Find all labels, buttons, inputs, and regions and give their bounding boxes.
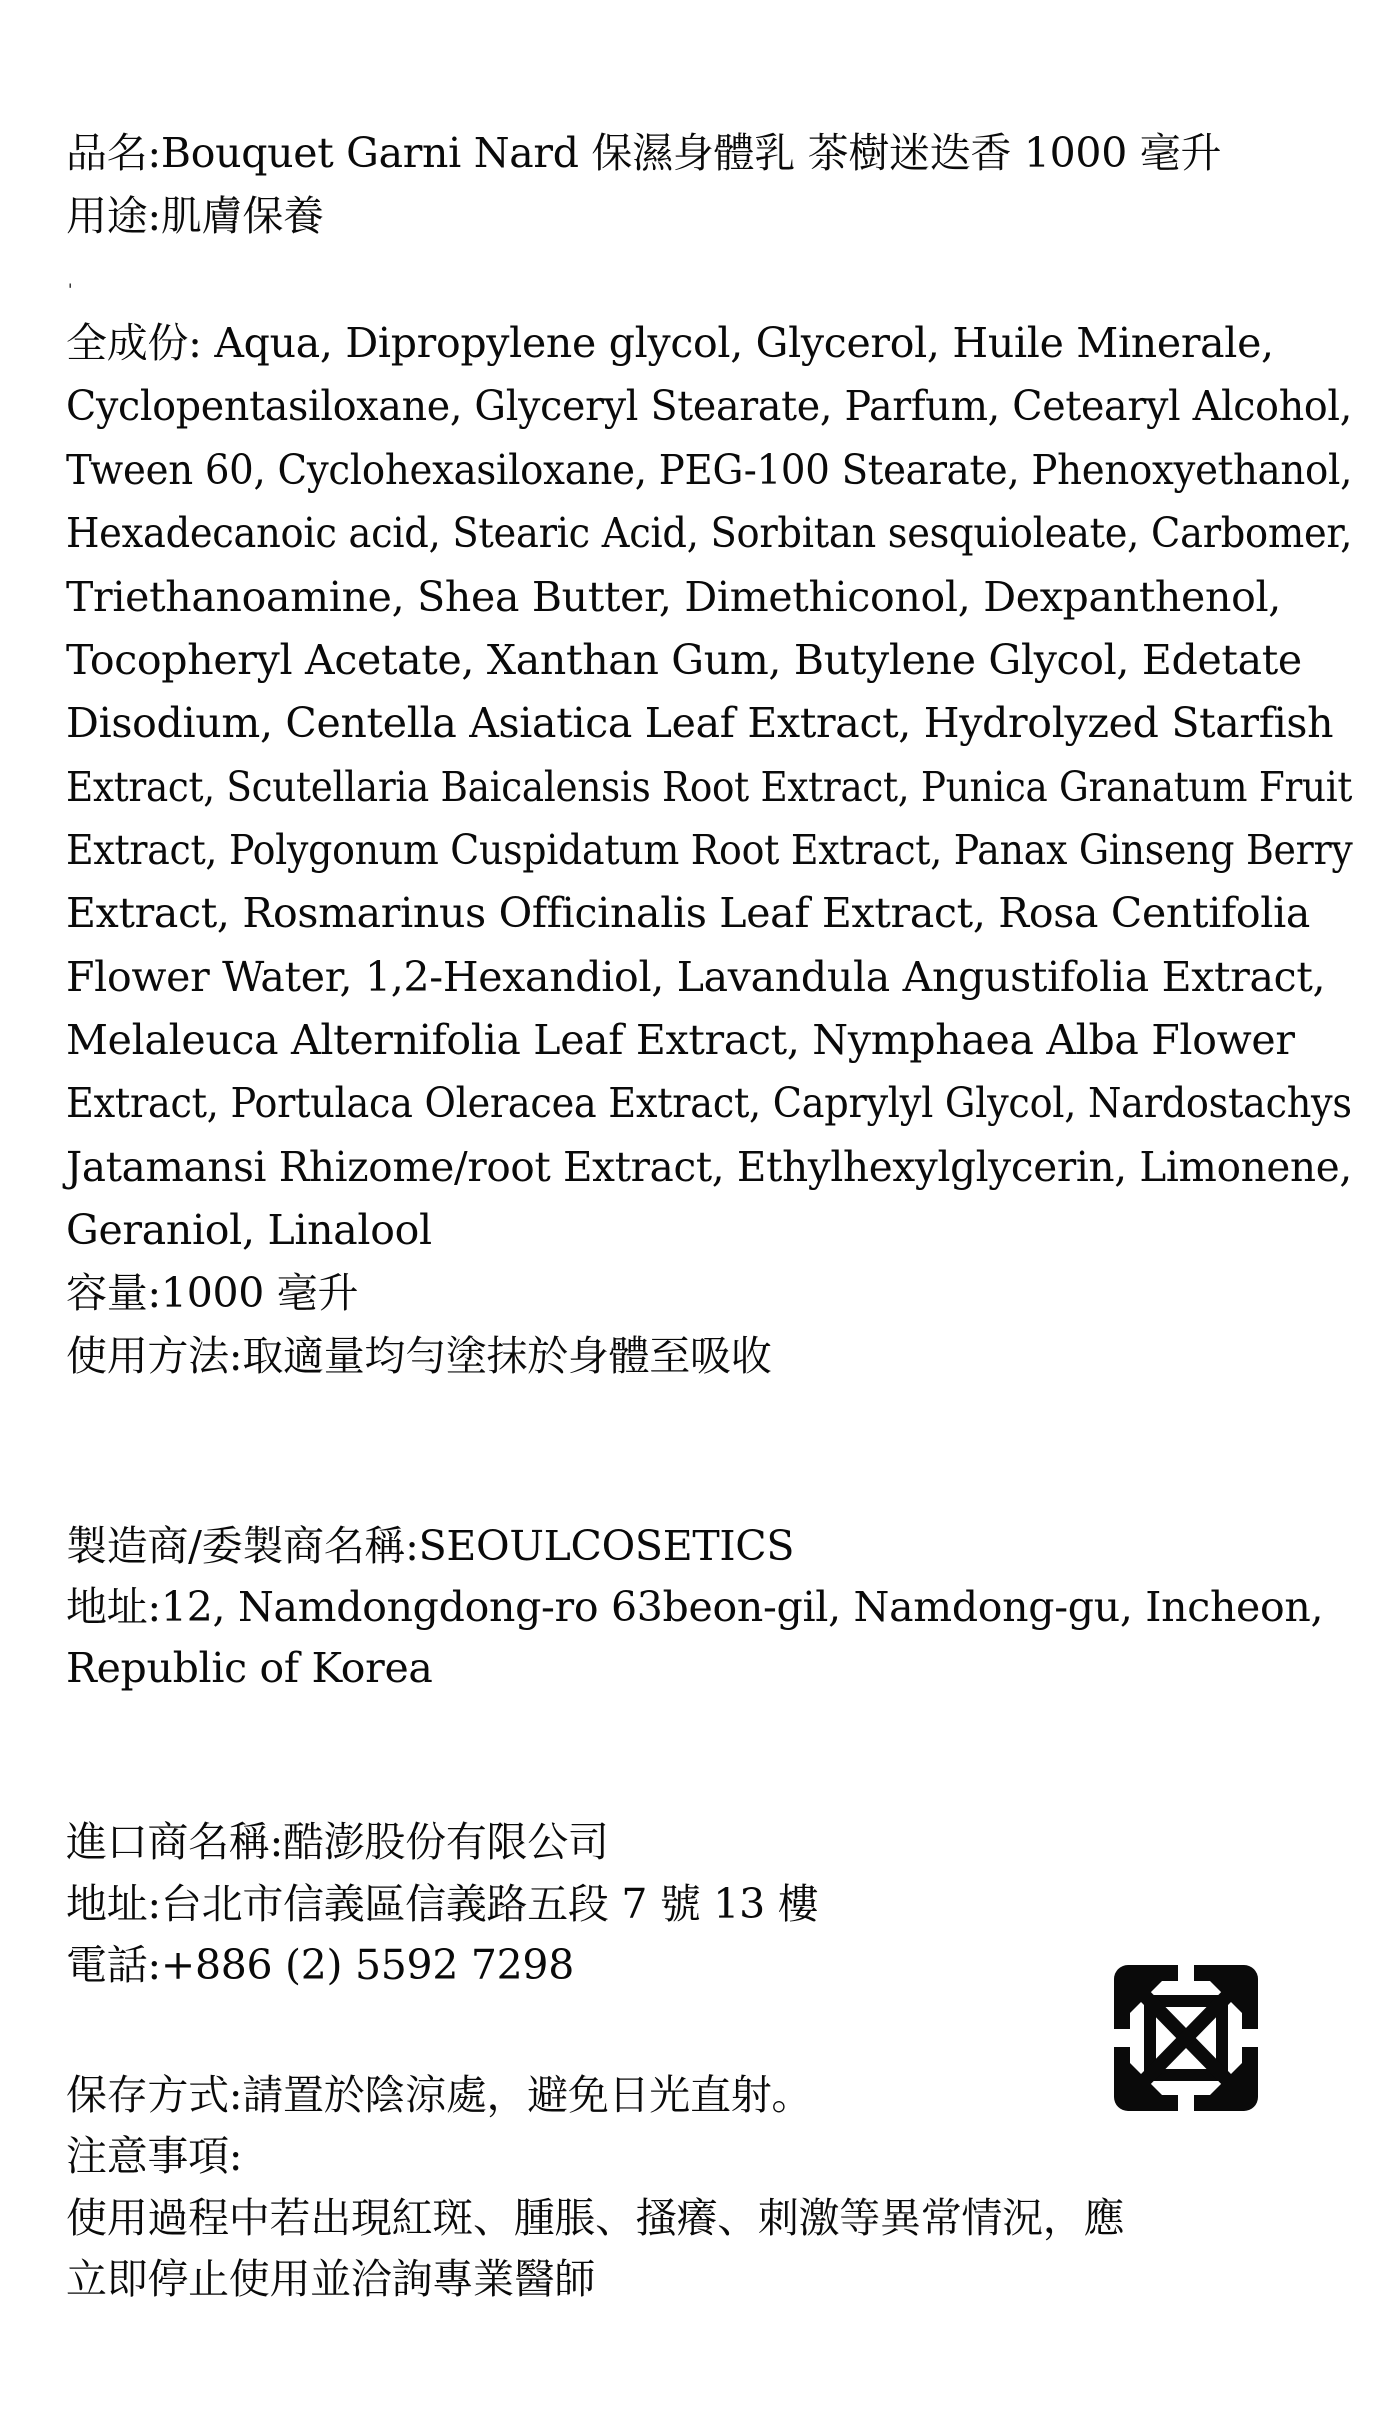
ingredients-line: Flower Water, 1,2-Hexandiol, Lavandula Angustifolia Extract, xyxy=(66,953,1326,1001)
importer-phone: 電話:+886 (2) 5592 7298 xyxy=(66,1941,574,1989)
directions: 使用方法:取適量均勻塗抹於身體至吸收 xyxy=(66,1332,772,1380)
ingredients-line: Triethanoamine, Shea Butter, Dimethiconol, Dexpanthenol, xyxy=(66,573,1282,621)
caution-text: 立即停止使用並洽詢專業醫師 xyxy=(66,2255,596,2303)
ingredients-line: Hexadecanoic acid, Stearic Acid, Sorbitan sesquioleate, Carbomer, xyxy=(66,509,1353,557)
ingredients-line: Extract, Portulaca Oleracea Extract, Caprylyl Glycol, Nardostachys xyxy=(66,1079,1352,1127)
ingredients-line: Extract, Scutellaria Baicalensis Root Extract, Punica Granatum Fruit xyxy=(66,763,1353,811)
importer-name: 進口商名稱:酷澎股份有限公司 xyxy=(66,1818,609,1866)
ingredients-line: Jatamansi Rhizome/root Extract, Ethylhexylglycerin, Limonene, xyxy=(66,1143,1352,1191)
ingredients-line: Extract, Polygonum Cuspidatum Root Extract, Panax Ginseng Berry xyxy=(66,826,1353,874)
stray-mark: ' xyxy=(68,280,73,299)
ingredients-line: Geraniol, Linalool xyxy=(66,1206,432,1254)
manufacturer-address: 地址:12, Namdongdong-ro 63beon-gil, Namdong-gu, Incheon, xyxy=(66,1583,1324,1631)
ingredients-line: Melaleuca Alternifolia Leaf Extract, Nymphaea Alba Flower xyxy=(66,1016,1295,1064)
ingredients-line: Cyclopentasiloxane, Glyceryl Stearate, Parfum, Cetearyl Alcohol, xyxy=(66,382,1353,430)
volume: 容量:1000 毫升 xyxy=(66,1269,359,1317)
recycling-icon xyxy=(1112,1963,1260,2113)
manufacturer-address: Republic of Korea xyxy=(66,1644,433,1692)
ingredients-line: Tocopheryl Acetate, Xanthan Gum, Butylene Glycol, Edetate xyxy=(66,636,1302,684)
storage-instructions: 保存方式:請置於陰涼處，避免日光直射。 xyxy=(66,2071,813,2119)
ingredients-line: 全成份: Aqua, Dipropylene glycol, Glycerol, Huile Minerale, xyxy=(66,319,1274,367)
ingredients-line: Disodium, Centella Asiatica Leaf Extract, Hydrolyzed Starfish xyxy=(66,699,1334,747)
ingredients-line: Extract, Rosmarinus Officinalis Leaf Extract, Rosa Centifolia xyxy=(66,889,1311,937)
product-name: 品名:Bouquet Garni Nard 保濕身體乳 茶樹迷迭香 1000 毫升 xyxy=(66,129,1222,177)
usage: 用途:肌膚保養 xyxy=(66,192,324,240)
ingredients-line: Tween 60, Cyclohexasiloxane, PEG-100 Stearate, Phenoxyethanol, xyxy=(66,446,1353,494)
caution-text: 使用過程中若出現紅斑、腫脹、搔癢、刺激等異常情況，應 xyxy=(66,2194,1125,2242)
caution-title: 注意事項: xyxy=(66,2132,243,2180)
importer-address: 地址:台北市信義區信義路五段 7 號 13 樓 xyxy=(66,1880,819,1928)
manufacturer-name: 製造商/委製商名稱:SEOULCOSETICS xyxy=(66,1522,795,1570)
